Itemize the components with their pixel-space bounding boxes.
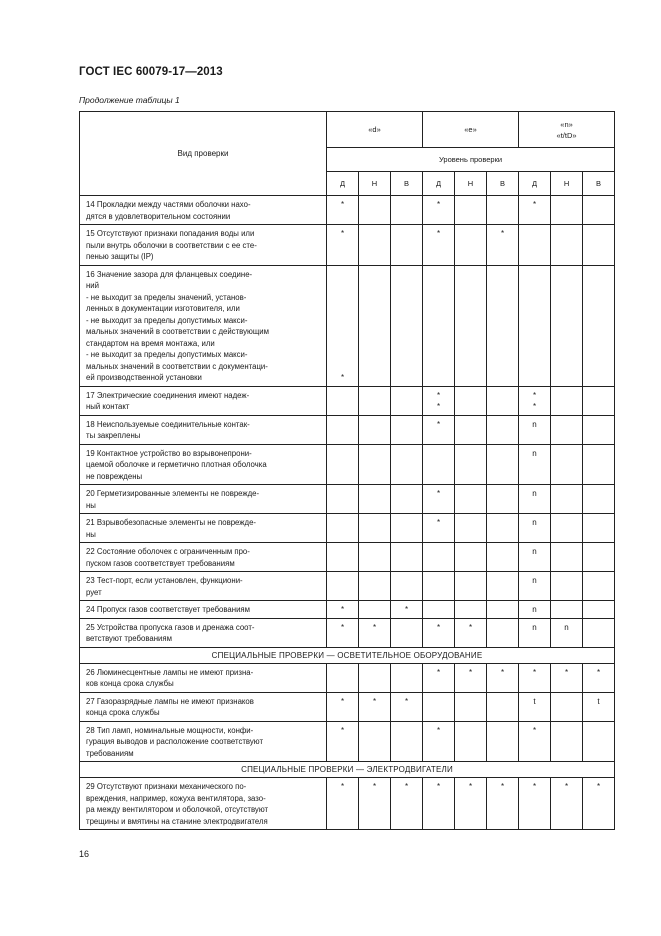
level-mark <box>391 444 423 485</box>
level-mark <box>455 572 487 601</box>
level-mark <box>583 386 615 415</box>
header-level: Д <box>423 172 455 196</box>
level-mark: * <box>327 618 359 647</box>
inspection-item: 22 Состояние оболочек с ограниченным про- пуском газов соответствует требованиям <box>80 543 327 572</box>
level-mark <box>551 572 583 601</box>
table-row <box>80 485 615 514</box>
level-mark <box>551 415 583 444</box>
level-mark: * <box>391 778 423 830</box>
level-mark <box>359 543 391 572</box>
level-mark <box>423 572 455 601</box>
inspection-item: 25 Устройства пропуска газов и дренажа соот- ветствуют требованиям <box>80 618 327 647</box>
level-mark <box>487 485 519 514</box>
level-mark <box>423 692 455 721</box>
level-mark <box>455 386 487 415</box>
table-row <box>80 572 615 601</box>
level-mark <box>551 196 583 225</box>
level-mark <box>359 225 391 266</box>
level-mark: * <box>423 485 455 514</box>
level-mark: * <box>327 601 359 619</box>
inspection-item: 29 Отсутствуют признаки механического по- вреждения, например, кожуха вентилятора, зазо- ра между вентилятором и оболочкой, отсутствуют трещины и вмятины на станине электродвигателя <box>80 778 327 830</box>
level-mark <box>359 572 391 601</box>
level-mark: * <box>327 721 359 762</box>
header-level: В <box>583 172 615 196</box>
level-mark: * <box>327 265 359 386</box>
level-mark: * * <box>519 386 551 415</box>
level-mark: n <box>519 415 551 444</box>
level-mark: t <box>583 692 615 721</box>
level-mark <box>583 485 615 514</box>
inspection-item: 17 Электрические соединения имеют надеж- ный контакт <box>80 386 327 415</box>
level-mark <box>327 514 359 543</box>
level-mark: * <box>359 618 391 647</box>
level-mark <box>455 444 487 485</box>
level-mark: n <box>519 485 551 514</box>
level-mark: n <box>519 514 551 543</box>
header-inspection-type: Вид проверки <box>80 112 327 196</box>
level-mark <box>359 196 391 225</box>
section-title-lighting: СПЕЦИАЛЬНЫЕ ПРОВЕРКИ — ОСВЕТИТЕЛЬНОЕ ОБОРУДОВАНИЕ <box>80 647 615 663</box>
level-mark: * <box>455 778 487 830</box>
level-mark <box>583 618 615 647</box>
level-mark: * <box>391 692 423 721</box>
level-mark <box>583 196 615 225</box>
level-mark: n <box>519 601 551 619</box>
level-mark <box>487 415 519 444</box>
table-row <box>80 444 615 485</box>
table-row <box>80 265 615 386</box>
level-mark: * <box>423 415 455 444</box>
level-mark <box>359 444 391 485</box>
level-mark: n <box>519 572 551 601</box>
level-mark <box>583 444 615 485</box>
level-mark: * <box>519 663 551 692</box>
level-mark <box>551 514 583 543</box>
level-mark: * <box>551 778 583 830</box>
level-mark <box>519 265 551 386</box>
inspection-table <box>79 111 615 830</box>
level-mark <box>551 692 583 721</box>
section-lighting-row <box>80 647 615 663</box>
level-mark: * <box>519 721 551 762</box>
level-mark <box>391 721 423 762</box>
level-mark <box>455 265 487 386</box>
level-mark: * <box>327 692 359 721</box>
table-row <box>80 778 615 830</box>
level-mark: * <box>519 778 551 830</box>
level-mark: * <box>423 196 455 225</box>
level-mark <box>359 514 391 543</box>
level-mark <box>551 601 583 619</box>
level-mark <box>519 225 551 266</box>
level-mark: * <box>487 778 519 830</box>
level-mark: * <box>423 778 455 830</box>
inspection-item: 19 Контактное устройство во взрывонепрони- цаемой оболочке и герметично плотная оболочка не повреждены <box>80 444 327 485</box>
level-mark <box>391 514 423 543</box>
table-row <box>80 601 615 619</box>
level-mark <box>487 265 519 386</box>
level-mark <box>551 485 583 514</box>
level-mark <box>487 721 519 762</box>
table-row <box>80 415 615 444</box>
level-mark: * <box>583 663 615 692</box>
table-caption: Продолжение таблицы 1 <box>79 95 180 105</box>
level-mark <box>583 415 615 444</box>
level-mark <box>327 485 359 514</box>
table-row <box>80 514 615 543</box>
inspection-item: 28 Тип ламп, номинальные мощности, конфи- гурация выводов и расположение соответствуют требованиям <box>80 721 327 762</box>
level-mark <box>391 415 423 444</box>
level-mark <box>487 196 519 225</box>
level-mark <box>487 618 519 647</box>
level-mark <box>487 386 519 415</box>
level-mark: * <box>423 663 455 692</box>
level-mark <box>455 601 487 619</box>
level-mark: * <box>391 601 423 619</box>
level-mark <box>455 543 487 572</box>
level-mark <box>487 692 519 721</box>
level-mark <box>391 196 423 225</box>
level-mark <box>327 386 359 415</box>
level-mark: * <box>423 721 455 762</box>
level-mark <box>391 265 423 386</box>
inspection-item: 26 Люминесцентные лампы не имеют призна- ков конца срока службы <box>80 663 327 692</box>
level-mark <box>583 601 615 619</box>
table-row <box>80 721 615 762</box>
level-mark: * <box>519 196 551 225</box>
level-mark <box>391 543 423 572</box>
level-mark: n <box>519 543 551 572</box>
header-group-e: «e» <box>423 112 519 148</box>
level-mark <box>455 485 487 514</box>
header-level: Н <box>551 172 583 196</box>
level-mark: t <box>519 692 551 721</box>
page-number: 16 <box>79 849 90 859</box>
level-mark <box>391 663 423 692</box>
level-mark <box>583 225 615 266</box>
level-mark: * <box>583 778 615 830</box>
level-mark <box>423 265 455 386</box>
level-mark <box>391 225 423 266</box>
inspection-item: 14 Прокладки между частями оболочки нахо- дятся в удовлетворительном состоянии <box>80 196 327 225</box>
level-mark <box>391 572 423 601</box>
level-mark: * <box>487 225 519 266</box>
level-mark <box>359 265 391 386</box>
table-row <box>80 543 615 572</box>
table-row <box>80 618 615 647</box>
level-mark: * <box>455 618 487 647</box>
table-row <box>80 663 615 692</box>
level-mark <box>551 444 583 485</box>
level-mark <box>327 543 359 572</box>
inspection-item: 15 Отсутствуют признаки попадания воды или пыли внутрь оболочки в соответствии с ее сте- пенью защиты (IP) <box>80 225 327 266</box>
level-mark <box>583 265 615 386</box>
level-mark: * <box>423 618 455 647</box>
level-mark <box>455 692 487 721</box>
level-mark: * <box>423 514 455 543</box>
inspection-item: 20 Герметизированные элементы не поврежде- ны <box>80 485 327 514</box>
level-mark <box>551 225 583 266</box>
level-mark <box>455 225 487 266</box>
level-mark <box>551 543 583 572</box>
lighting-rows <box>80 663 615 762</box>
level-mark <box>423 543 455 572</box>
header-inspection-level: Уровень проверки <box>327 148 615 172</box>
level-mark <box>359 663 391 692</box>
level-mark: * <box>551 663 583 692</box>
level-mark <box>583 543 615 572</box>
level-mark <box>391 386 423 415</box>
table-row <box>80 196 615 225</box>
level-mark <box>583 721 615 762</box>
header-level: Д <box>327 172 359 196</box>
header-level: Д <box>519 172 551 196</box>
level-mark: n <box>519 444 551 485</box>
header-level: В <box>391 172 423 196</box>
level-mark <box>391 485 423 514</box>
level-mark <box>327 415 359 444</box>
level-mark <box>487 444 519 485</box>
level-mark <box>455 514 487 543</box>
level-mark <box>423 601 455 619</box>
level-mark <box>423 444 455 485</box>
motor-rows <box>80 778 615 830</box>
level-mark <box>583 514 615 543</box>
header-group-d: «d» <box>327 112 423 148</box>
level-mark <box>551 721 583 762</box>
level-mark <box>455 721 487 762</box>
inspection-item: 18 Неиспользуемые соединительные контак- ты закреплены <box>80 415 327 444</box>
inspection-item: 24 Пропуск газов соответствует требованиям <box>80 601 327 619</box>
level-mark: * * <box>423 386 455 415</box>
header-group-n: «n» «t/tD» <box>519 112 615 148</box>
level-mark <box>487 601 519 619</box>
header-level: Н <box>359 172 391 196</box>
level-mark: * <box>327 196 359 225</box>
inspection-item: 21 Взрывобезопасные элементы не поврежде- ны <box>80 514 327 543</box>
level-mark <box>551 265 583 386</box>
level-mark <box>359 415 391 444</box>
header-level: В <box>487 172 519 196</box>
level-mark: * <box>327 225 359 266</box>
level-mark: * <box>359 692 391 721</box>
table-row <box>80 225 615 266</box>
document-title: ГОСТ IEC 60079-17—2013 <box>79 66 223 78</box>
level-mark <box>487 543 519 572</box>
level-mark: * <box>327 778 359 830</box>
section-motors-row <box>80 762 615 778</box>
level-mark: n <box>551 618 583 647</box>
level-mark <box>359 386 391 415</box>
level-mark <box>359 601 391 619</box>
level-mark <box>583 572 615 601</box>
level-mark <box>327 444 359 485</box>
table-row <box>80 386 615 415</box>
level-mark: * <box>359 778 391 830</box>
level-mark <box>391 618 423 647</box>
level-mark <box>327 572 359 601</box>
inspection-rows <box>80 196 615 648</box>
level-mark: * <box>455 663 487 692</box>
level-mark <box>359 721 391 762</box>
inspection-item: 16 Значение зазора для фланцевых соедине- ний - не выходит за пределы значений, установ- ленных в документации изготовителя, или - не выходит за пределы допустимых макси- мальных значений в соответствии с действующим стандартом на время монтажа, или - не выходит за пределы допустимых макси- мальных значений в соответствии с документаци- ей производственной установки <box>80 265 327 386</box>
level-mark <box>487 572 519 601</box>
level-mark <box>551 386 583 415</box>
level-mark: * <box>423 225 455 266</box>
inspection-item: 27 Газоразрядные лампы не имеют признаков конца срока службы <box>80 692 327 721</box>
level-mark <box>455 196 487 225</box>
header-level: Н <box>455 172 487 196</box>
level-mark <box>455 415 487 444</box>
section-title-motors: СПЕЦИАЛЬНЫЕ ПРОВЕРКИ — ЭЛЕКТРОДВИГАТЕЛИ <box>80 762 615 778</box>
level-mark <box>327 663 359 692</box>
table-row <box>80 692 615 721</box>
level-mark: n <box>519 618 551 647</box>
level-mark: * <box>487 663 519 692</box>
level-mark <box>359 485 391 514</box>
inspection-item: 23 Тест-порт, если установлен, функциони- рует <box>80 572 327 601</box>
level-mark <box>487 514 519 543</box>
